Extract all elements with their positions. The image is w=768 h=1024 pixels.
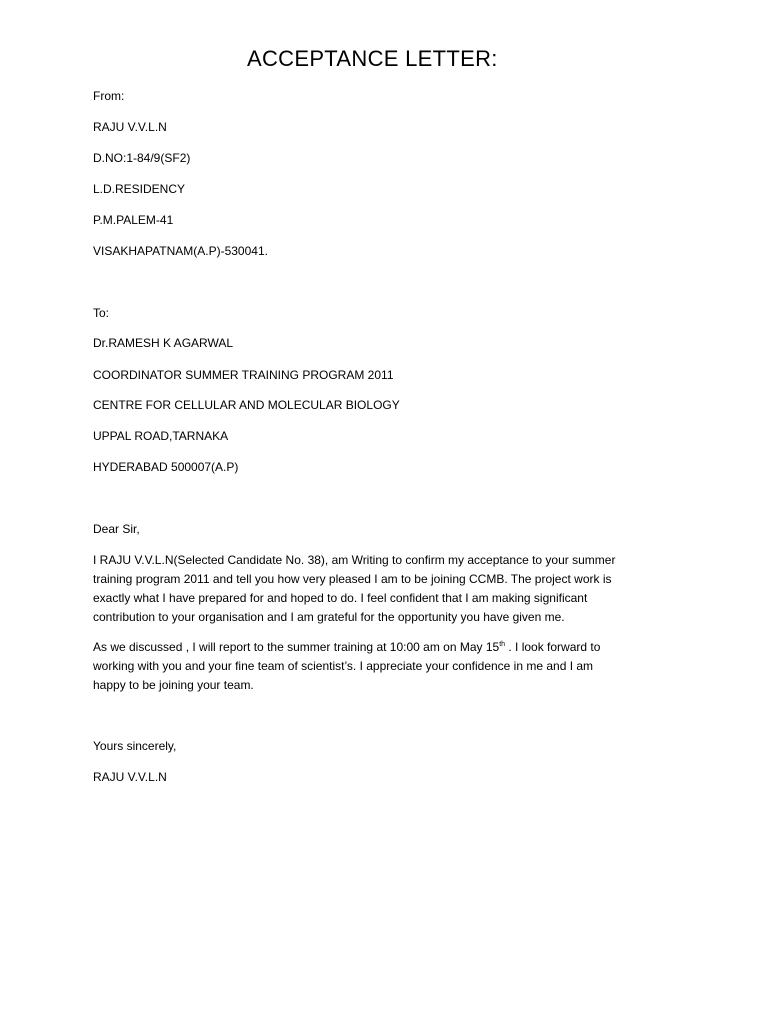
paragraph-line: training program 2011 and tell you how very pleased I am to be joining CCMB. The project work is (93, 572, 612, 586)
to-organisation: CENTRE FOR CELLULAR AND MOLECULAR BIOLOGY (93, 398, 400, 412)
page-title: ACCEPTANCE LETTER: (247, 46, 498, 71)
paragraph-line: exactly what I have prepared for and hoped to do. I feel confident that I am making significant (93, 591, 588, 605)
to-city: HYDERABAD 500007(A.P) (93, 460, 239, 474)
to-address: UPPAL ROAD,TARNAKA (93, 429, 229, 443)
paragraph-line: I RAJU V.V.L.N(Selected Candidate No. 38), am Writing to confirm my acceptance to your summer (93, 553, 616, 567)
from-locality: P.M.PALEM-41 (93, 213, 174, 227)
paragraph-line (93, 638, 678, 657)
paragraph-line: contribution to your organisation and I am grateful for the opportunity you have given me. (93, 610, 565, 624)
from-label: From: (93, 89, 125, 103)
paragraph-line: happy to be joining your team. (93, 678, 254, 692)
from-city: VISAKHAPATNAM(A.P)-530041. (93, 244, 268, 258)
paragraph-line: working with you and your fine team of scientist’s. I appreciate your confidence in me and I am (93, 659, 594, 673)
report-date-text: As we discussed , I will report to the summer training at 10:00 am on May 15 (93, 640, 500, 654)
to-recipient: Dr.RAMESH K AGARWAL (93, 336, 234, 350)
paragraph-line-end: . I look forward to (505, 640, 601, 654)
date-ordinal-suffix: th (499, 641, 506, 648)
signature: RAJU V.V.L.N (93, 770, 167, 784)
to-designation: COORDINATOR SUMMER TRAINING PROGRAM 2011 (93, 368, 394, 382)
closing: Yours sincerely, (93, 739, 177, 753)
from-door-number: D.NO:1-84/9(SF2) (93, 151, 191, 165)
from-residency: L.D.RESIDENCY (93, 182, 186, 196)
body-paragraph-2 (93, 638, 678, 695)
salutation: Dear Sir, (93, 522, 140, 536)
from-name: RAJU V.V.L.N (93, 120, 167, 134)
to-label: To: (93, 306, 110, 320)
body-paragraph-1 (93, 551, 678, 627)
